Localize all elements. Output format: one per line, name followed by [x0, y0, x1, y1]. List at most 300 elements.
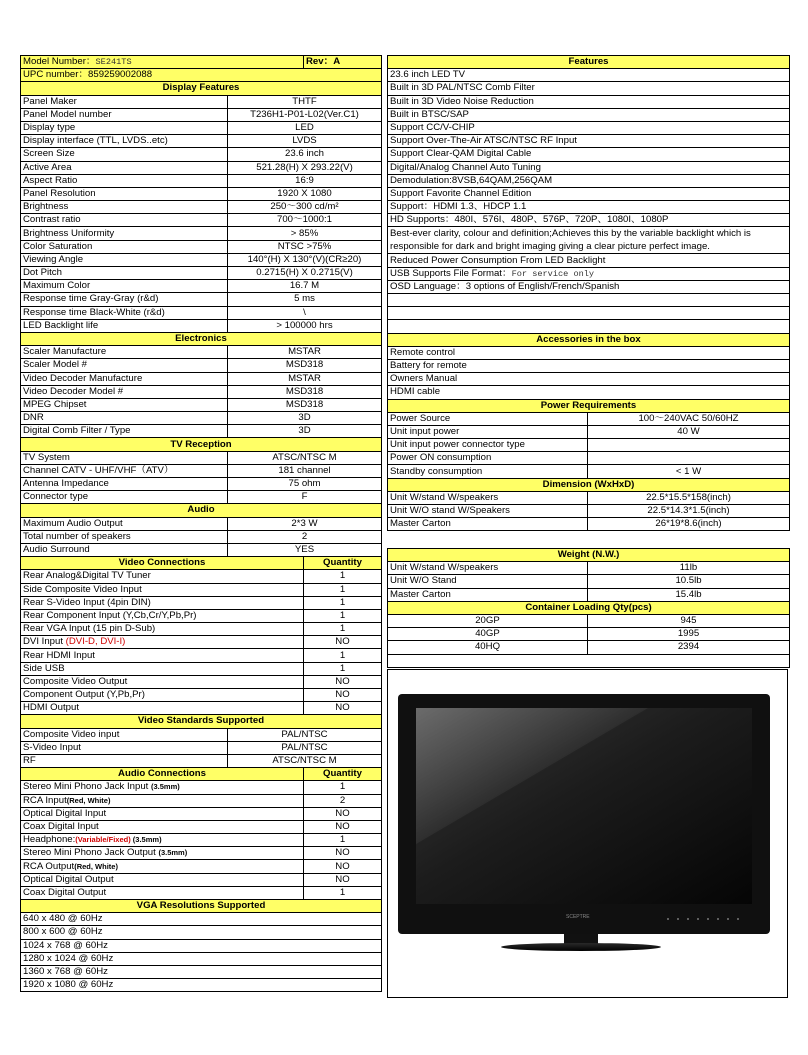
spec-value: 1995 [588, 628, 790, 641]
spec-value: MSTAR [228, 346, 382, 359]
spec-value: 945 [588, 614, 790, 627]
table-row [21, 372, 382, 385]
table-row [21, 293, 382, 306]
spec-value: MSTAR [228, 372, 382, 385]
vga-resolutions-header: VGA Resolutions Supported [21, 900, 382, 913]
spec-value: 521.28(H) X 293.22(V) [228, 161, 382, 174]
spec-value: PAL/NTSC [228, 728, 382, 741]
feature-item: Built in 3D PAL/NTSC Comb Filter [388, 82, 790, 95]
spec-label: Display interface (TTL, LVDS..etc) [21, 135, 228, 148]
table-row [21, 319, 382, 332]
spec-value: 22.5*15.5*158(inch) [588, 491, 790, 504]
spec-label: Component Output (Y,Pb,Pr) [21, 689, 304, 702]
spec-value [588, 452, 790, 465]
spec-label: Rear Analog&Digital TV Tuner [21, 570, 304, 583]
table-row [21, 781, 382, 794]
upc-label: UPC number： [23, 69, 89, 81]
color-note: (Red, White) [66, 795, 111, 805]
table-row [388, 491, 790, 504]
spec-label: Scaler Model # [21, 359, 228, 372]
feature-item: Reduced Power Consumption From LED Backlight [388, 254, 790, 267]
table-row [21, 834, 382, 847]
spec-value: 100～240VAC 50/60HZ [588, 412, 790, 425]
table-row [388, 174, 790, 187]
spec-value: MSD318 [228, 359, 382, 372]
spec-label: Aspect Ratio [21, 174, 228, 187]
weight-header-row [388, 549, 790, 562]
model-number-value: SE241TS [95, 57, 132, 68]
spec-value: 1 [304, 649, 382, 662]
rca-output-label-cell [21, 860, 304, 873]
table-row [388, 641, 790, 654]
features-header-row [388, 56, 790, 69]
audio-connections-header: Audio Connections [21, 768, 304, 781]
vga-resolution: 800 x 600 @ 60Hz [21, 926, 382, 939]
blank-cell [388, 307, 790, 320]
table-row [21, 926, 382, 939]
spec-value: 75 ohm [228, 478, 382, 491]
spec-value: 1 [304, 583, 382, 596]
table-row [21, 346, 382, 359]
rev-cell: Rev：A [304, 56, 382, 69]
container-loading-header-row [388, 601, 790, 614]
spec-value: 1 [304, 570, 382, 583]
table-row [21, 359, 382, 372]
spec-label: Digital Comb Filter / Type [21, 425, 228, 438]
table-row [21, 135, 382, 148]
coax-input-value: NO [304, 820, 382, 833]
table-row [388, 373, 790, 386]
spec-value: F [228, 491, 382, 504]
table-row [388, 386, 790, 399]
table-row [21, 412, 382, 425]
table-row [21, 689, 382, 702]
spec-value: NO [304, 702, 382, 715]
optical-input-label-cell [21, 807, 304, 820]
table-row [388, 628, 790, 641]
table-row [21, 530, 382, 543]
spec-label: Composite Video Output [21, 675, 304, 688]
table-row [21, 227, 382, 240]
spec-label: Dot Pitch [21, 267, 228, 280]
spec-label: Brightness [21, 201, 228, 214]
accessories-header: Accessories in the box [388, 333, 790, 346]
video-connections-header: Video Connections [21, 557, 304, 570]
spec-value: LVDS [228, 135, 382, 148]
blank-cell [388, 294, 790, 307]
accessory-item: Battery for remote [388, 359, 790, 372]
feature-item: Built in 3D Video Noise Reduction [388, 95, 790, 108]
accessory-item: Remote control [388, 346, 790, 359]
table-row [388, 95, 790, 108]
spec-value: 1 [304, 596, 382, 609]
table-row [21, 148, 382, 161]
spec-label: Unit W/O Stand [388, 575, 588, 588]
feature-item: Support Over-The-Air ATSC/NTSC RF Input [388, 135, 790, 148]
spec-label: Panel Model number [21, 108, 228, 121]
spec-label: Unit W/O stand W/Speakers [388, 505, 588, 518]
spec-value: NTSC >75% [228, 240, 382, 253]
spec-label: Unit W/stand W/speakers [388, 562, 588, 575]
table-row [21, 741, 382, 754]
feature-item: Support Favorite Channel Edition [388, 187, 790, 200]
feature-item: Demodulation:8VSB,64QAM,256QAM [388, 174, 790, 187]
spec-label: Side USB [21, 662, 304, 675]
spec-label: Video Decoder Manufacture [21, 372, 228, 385]
feature-item: Best-ever clarity, colour and definition;Achieves this by the variable backlight which is responsible for dark and bright imaging giving a clear picture perfect image. [388, 227, 790, 254]
table-row [388, 346, 790, 359]
spec-label: S-Video Input [21, 741, 228, 754]
table-row [21, 240, 382, 253]
size-note: (3.5mm) [130, 835, 162, 845]
table-row [388, 69, 790, 82]
audio-connections-header-row [21, 768, 382, 781]
spec-value [588, 439, 790, 452]
table-row [21, 121, 382, 134]
spec-value: 1 [304, 609, 382, 622]
spec-label: Viewing Angle [21, 253, 228, 266]
table-row [21, 623, 382, 636]
size-note: (3.5mm) [151, 782, 180, 792]
table-row [21, 95, 382, 108]
spec-value: 3D [228, 412, 382, 425]
table-row [388, 465, 790, 478]
table-row [21, 543, 382, 556]
table-row [21, 675, 382, 688]
spec-label: RF [21, 754, 228, 767]
audio-header-row [21, 504, 382, 517]
table-row [21, 820, 382, 833]
spec-value: 23.6 inch [228, 148, 382, 161]
spec-label: Power Source [388, 412, 588, 425]
table-row [21, 451, 382, 464]
coax-output-label-cell [21, 886, 304, 899]
label: Headphone: [23, 834, 76, 846]
spec-value: 1 [304, 623, 382, 636]
spec-value: \ [228, 306, 382, 319]
table-row [21, 398, 382, 411]
feature-item: OSD Language：3 options of English/French/Spanish [388, 280, 790, 293]
label: Optical Digital Output [23, 873, 114, 885]
table-row [388, 614, 790, 627]
table-row [21, 636, 382, 649]
display-features-header-row [21, 82, 382, 95]
spec-value: 16.7 M [228, 280, 382, 293]
table-row [388, 254, 790, 267]
label: RCA Input [23, 794, 67, 806]
spec-value: ATSC/NTSC M [228, 754, 382, 767]
table-row [21, 478, 382, 491]
table-row [388, 187, 790, 200]
video-connections-header-row [21, 557, 382, 570]
table-row [21, 649, 382, 662]
accessories-header-row [388, 333, 790, 346]
headphone-label-cell [21, 834, 304, 847]
spec-label: Rear VGA Input (15 pin D-Sub) [21, 623, 304, 636]
rca-output-value: NO [304, 860, 382, 873]
table-row [21, 570, 382, 583]
vga-resolution: 640 x 480 @ 60Hz [21, 913, 382, 926]
table-row [21, 873, 382, 886]
table-row [388, 214, 790, 227]
table-row [388, 82, 790, 95]
rca-input-value: 2 [304, 794, 382, 807]
table-row [21, 425, 382, 438]
spec-value: 2394 [588, 641, 790, 654]
spec-label: Panel Maker [21, 95, 228, 108]
tv-stand-neck [564, 934, 598, 944]
spec-label: TV System [21, 451, 228, 464]
vga-resolutions-header-row [21, 900, 382, 913]
spec-value: MSD318 [228, 385, 382, 398]
feature-item: HD Supports：480I、576I、480P、576P、720P、1080I、1080P [388, 214, 790, 227]
table-row [388, 108, 790, 121]
table-row [21, 965, 382, 978]
table-row [388, 439, 790, 452]
feature-item: 23.6 inch LED TV [388, 69, 790, 82]
spec-value: > 85% [228, 227, 382, 240]
spec-value: MSD318 [228, 398, 382, 411]
blank-cell [388, 654, 790, 667]
table-row [21, 979, 382, 992]
power-requirements-header: Power Requirements [388, 399, 790, 412]
spec-value: 11lb [588, 562, 790, 575]
weight-container-table [387, 548, 790, 668]
spec-label: Total number of speakers [21, 530, 228, 543]
table-row [388, 161, 790, 174]
table-row [21, 267, 382, 280]
coax-output-value: 1 [304, 886, 382, 899]
spec-value: PAL/NTSC [228, 741, 382, 754]
spec-value: 5 ms [228, 293, 382, 306]
table-row [21, 108, 382, 121]
table-row [21, 517, 382, 530]
spec-label: Maximum Audio Output [21, 517, 228, 530]
table-row [21, 754, 382, 767]
table-row [21, 280, 382, 293]
feature-item: Digital/Analog Channel Auto Tuning [388, 161, 790, 174]
spec-value: > 100000 hrs [228, 319, 382, 332]
feature-item: Support：HDMI 1.3、HDCP 1.1 [388, 201, 790, 214]
table-row [21, 583, 382, 596]
blank-row [388, 320, 790, 333]
display-features-header: Display Features [21, 82, 382, 95]
table-row [21, 464, 382, 477]
spec-label: Side Composite Video Input [21, 583, 304, 596]
accessory-item: HDMI cable [388, 386, 790, 399]
specs-left-table [20, 55, 382, 992]
table-row [388, 412, 790, 425]
label: Stereo Mini Phono Jack Input [23, 781, 151, 793]
table-row [21, 253, 382, 266]
table-row [21, 913, 382, 926]
table-row [21, 306, 382, 319]
table-row [388, 148, 790, 161]
rca-input-label-cell [21, 794, 304, 807]
spec-label: Response time Black-White (r&d) [21, 306, 228, 319]
spec-value: YES [228, 543, 382, 556]
vga-resolution: 1024 x 768 @ 60Hz [21, 939, 382, 952]
mode-note: (Variable/Fixed) [75, 835, 131, 845]
table-row [21, 794, 382, 807]
table-row [388, 201, 790, 214]
table-row [21, 491, 382, 504]
optical-output-label-cell [21, 873, 304, 886]
tv-product-image [398, 694, 770, 952]
table-row [21, 728, 382, 741]
spec-label: Rear S-Video Input (4pin DIN) [21, 596, 304, 609]
table-row [388, 267, 790, 280]
stereo-input-value: 1 [304, 781, 382, 794]
spec-label: Color Saturation [21, 240, 228, 253]
feature-item: Built in BTSC/SAP [388, 108, 790, 121]
blank-row [388, 307, 790, 320]
dimension-header-row [388, 478, 790, 491]
feature-item: Support CC/V-CHIP [388, 121, 790, 134]
table-row [388, 518, 790, 531]
spec-label: Composite Video input [21, 728, 228, 741]
spec-label: Unit W/stand W/speakers [388, 491, 588, 504]
spec-label: Screen Size [21, 148, 228, 161]
vga-resolution: 1280 x 1024 @ 60Hz [21, 952, 382, 965]
video-standards-header: Video Standards Supported [21, 715, 382, 728]
vga-resolution: 1360 x 768 @ 60Hz [21, 965, 382, 978]
color-note: (Red, White) [74, 861, 118, 871]
spec-label: LED Backlight life [21, 319, 228, 332]
table-row [21, 187, 382, 200]
blank-row [388, 654, 790, 667]
audio-header: Audio [21, 504, 382, 517]
spec-value: 10.5lb [588, 575, 790, 588]
spec-label: Rear Component Input (Y,Cb,Cr/Y,Pb,Pr) [21, 609, 304, 622]
table-row [21, 214, 382, 227]
table-row [388, 135, 790, 148]
optical-input-value: NO [304, 807, 382, 820]
blank-row [388, 294, 790, 307]
spec-value: THTF [228, 95, 382, 108]
tv-reception-header: TV Reception [21, 438, 382, 451]
spec-value: 3D [228, 425, 382, 438]
video-standards-header-row [21, 715, 382, 728]
optical-output-value: NO [304, 873, 382, 886]
stereo-output-value: NO [304, 847, 382, 860]
spec-value: 2*3 W [228, 517, 382, 530]
label: RCA Output [23, 860, 75, 872]
spec-value: LED [228, 121, 382, 134]
spec-label: Connector type [21, 491, 228, 504]
weight-header: Weight (N.W.) [388, 549, 790, 562]
spec-value: 16:9 [228, 174, 382, 187]
spec-label: Scaler Manufacture [21, 346, 228, 359]
table-row [21, 385, 382, 398]
table-row [21, 161, 382, 174]
quantity-header: Quantity [304, 557, 382, 570]
table-row [388, 121, 790, 134]
table-row [21, 201, 382, 214]
table-row [21, 886, 382, 899]
spec-label: Audio Surround [21, 543, 228, 556]
spec-value: NO [304, 675, 382, 688]
label: Optical Digital Input [23, 807, 107, 819]
spec-value: 15.4lb [588, 588, 790, 601]
blank-cell [388, 320, 790, 333]
spec-value: 22.5*14.3*1.5(inch) [588, 505, 790, 518]
spec-label: Maximum Color [21, 280, 228, 293]
table-row [388, 575, 790, 588]
spec-label: Active Area [21, 161, 228, 174]
spec-label: 40HQ [388, 641, 588, 654]
spec-label: Rear HDMI Input [21, 649, 304, 662]
features-header: Features [388, 56, 790, 69]
dvi-input-label-cell [21, 636, 304, 649]
spec-label: Channel CATV - UHF/VHF（ATV） [21, 464, 228, 477]
table-row [388, 425, 790, 438]
tv-logo [566, 914, 590, 920]
table-row [388, 227, 790, 254]
spec-label: Contrast ratio [21, 214, 228, 227]
spec-value: T236H1-P01-L02(Ver.C1) [228, 108, 382, 121]
spec-value: 1920 X 1080 [228, 187, 382, 200]
table-row [388, 452, 790, 465]
table-row [21, 702, 382, 715]
spec-label: Antenna Impedance [21, 478, 228, 491]
headphone-value: 1 [304, 834, 382, 847]
table-row [21, 596, 382, 609]
table-row [388, 280, 790, 293]
spec-value: 1 [304, 662, 382, 675]
usb-format-cell [388, 267, 790, 280]
spec-value: 250～300 cd/m² [228, 201, 382, 214]
table-row [21, 952, 382, 965]
spec-value: 140°(H) X 130°(V)(CR≥20) [228, 253, 382, 266]
label: Coax Digital Output [23, 886, 107, 898]
dvi-input-value: NO [304, 636, 382, 649]
container-loading-header: Container Loading Qty(pcs) [388, 601, 790, 614]
power-requirements-header-row [388, 399, 790, 412]
model-number-cell [21, 56, 304, 69]
label: Stereo Mini Phono Jack Output [23, 847, 159, 859]
table-row [21, 860, 382, 873]
spec-value: ATSC/NTSC M [228, 451, 382, 464]
spec-label: Standby consumption [388, 465, 588, 478]
table-row [21, 174, 382, 187]
stereo-input-label-cell [21, 781, 304, 794]
spec-label: 20GP [388, 614, 588, 627]
spec-label: Video Decoder Model # [21, 385, 228, 398]
spec-value: 40 W [588, 425, 790, 438]
dvi-label: DVI Input [23, 636, 66, 648]
spec-value: NO [304, 689, 382, 702]
table-row [21, 807, 382, 820]
spec-value: 181 channel [228, 464, 382, 477]
spec-label: Unit input power connector type [388, 439, 588, 452]
table-row [388, 562, 790, 575]
model-number-label: Model Number： [23, 56, 96, 68]
spec-label: Master Carton [388, 518, 588, 531]
upc-value: 859259002088 [88, 69, 153, 81]
usb-value: For service only [511, 268, 595, 279]
table-row [388, 359, 790, 372]
table-row [21, 847, 382, 860]
feature-item: Support Clear-QAM Digital Cable [388, 148, 790, 161]
spec-label: Power ON consumption [388, 452, 588, 465]
size-note: (3.5mm) [158, 848, 188, 858]
spec-label: Brightness Uniformity [21, 227, 228, 240]
table-row [388, 588, 790, 601]
coax-input-label-cell [21, 820, 304, 833]
usb-label: USB Supports File Format： [390, 267, 512, 279]
upc-cell [21, 69, 382, 82]
